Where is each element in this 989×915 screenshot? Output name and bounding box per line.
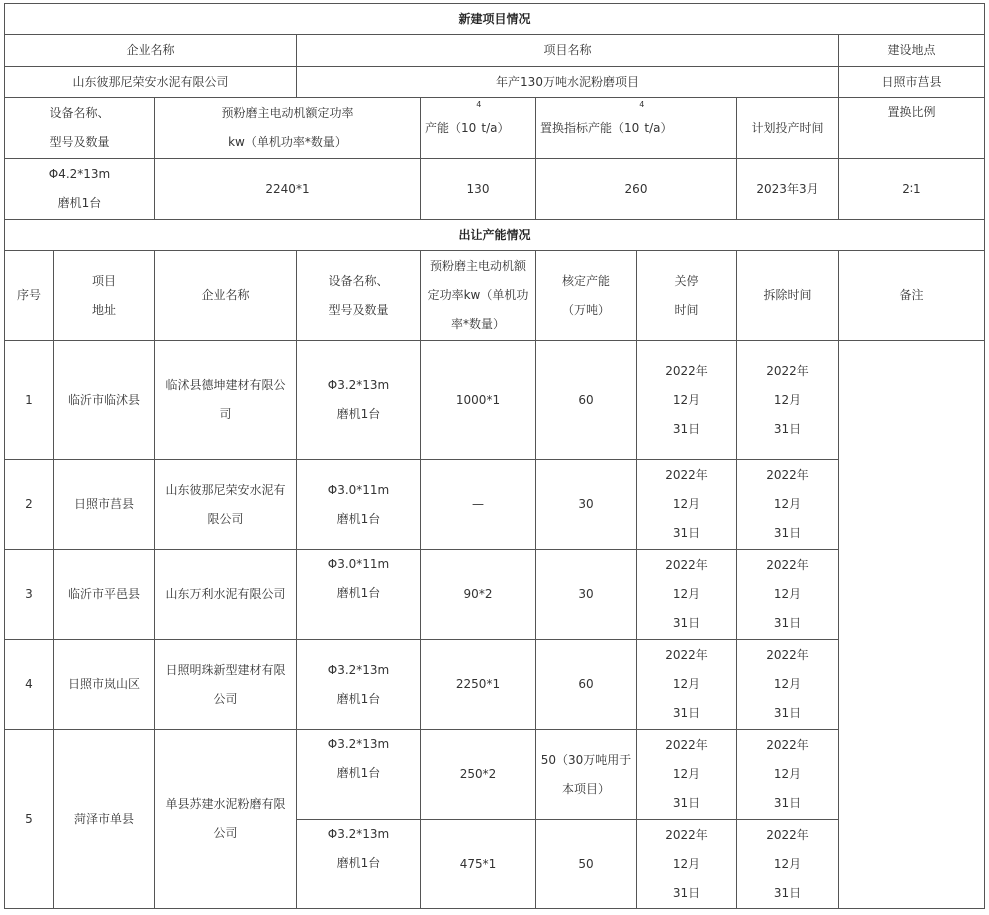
header-power: 预粉磨主电动机额定功率 kw（单机功率*数量） <box>155 98 421 159</box>
cell-power: 2250*1 <box>421 640 536 730</box>
cell-no: 5 <box>5 730 54 909</box>
cell-no: 1 <box>5 341 54 460</box>
header-location: 建设地点 <box>839 35 985 67</box>
cell-location: 日照市莒县 <box>839 67 985 98</box>
cell-address: 日照市岚山区 <box>54 640 155 730</box>
cell-demolish-time: 2022年 12月 31日 <box>737 550 839 640</box>
table-row <box>5 550 985 640</box>
table-row <box>5 460 985 550</box>
cell-power: 475*1 <box>421 820 536 909</box>
table-row <box>5 730 985 820</box>
cell-close-time: 2022年 12月 31日 <box>637 730 737 820</box>
cell-close-time: 2022年 12月 31日 <box>637 460 737 550</box>
header-remark: 备注 <box>839 251 985 341</box>
cell-capacity: 50 <box>536 820 637 909</box>
cell-power: 250*2 <box>421 730 536 820</box>
cell-close-time: 2022年 12月 31日 <box>637 341 737 460</box>
header-project: 项目名称 <box>297 35 839 67</box>
cell-company: 单县苏建水泥粉磨有限 公司 <box>155 730 297 909</box>
cell-company: 山东彼那尼荣安水泥有 限公司 <box>155 460 297 550</box>
cell-replace-capacity: 260 <box>536 159 737 220</box>
capacity-replacement-table <box>4 3 985 909</box>
cell-company: 日照明珠新型建材有限 公司 <box>155 640 297 730</box>
cell-no: 3 <box>5 550 54 640</box>
table-row <box>5 640 985 730</box>
cell-equipment: Φ3.0*11m 磨机1台 <box>297 550 421 640</box>
header-address: 项目 地址 <box>54 251 155 341</box>
cell-address: 菏泽市单县 <box>54 730 155 909</box>
cell-demolish-time: 2022年 12月 31日 <box>737 460 839 550</box>
cell-equipment: Φ3.2*13m 磨机1台 <box>297 640 421 730</box>
cell-no: 2 <box>5 460 54 550</box>
cell-demolish-time: 2022年 12月 31日 <box>737 730 839 820</box>
cell-demolish-time: 2022年 12月 31日 <box>737 341 839 460</box>
cell-close-time: 2022年 12月 31日 <box>637 640 737 730</box>
header-ratio: 置换比例 <box>839 98 985 159</box>
header-close-time: 关停 时间 <box>637 251 737 341</box>
cell-remark <box>839 341 985 909</box>
cell-power: 2240*1 <box>155 159 421 220</box>
cell-address: 临沂市临沭县 <box>54 341 155 460</box>
header-plan-time: 计划投产时间 <box>737 98 839 159</box>
header-equipment: 设备名称、 型号及数量 <box>5 98 155 159</box>
cell-project: 年产130万吨水泥粉磨项目 <box>297 67 839 98</box>
cell-power: — <box>421 460 536 550</box>
cell-power: 90*2 <box>421 550 536 640</box>
header-equipment: 设备名称、 型号及数量 <box>297 251 421 341</box>
header-capacity: 产能$(10^4t/a)$ <box>421 98 536 159</box>
header-company: 企业名称 <box>155 251 297 341</box>
table-row <box>5 341 985 460</box>
cell-capacity: 60 <box>536 640 637 730</box>
cell-equipment: Φ3.2*13m 磨机1台 <box>297 341 421 460</box>
header-power: 预粉磨主电动机额 定功率kw（单机功 率*数量） <box>421 251 536 341</box>
cell-close-time: 2022年 12月 31日 <box>637 550 737 640</box>
section-title-new-project: 新建项目情况 <box>5 4 985 35</box>
header-replace-capacity: 置换指标产能$(10^4t/a)$ <box>536 98 737 159</box>
cell-capacity: 130 <box>421 159 536 220</box>
cell-capacity: 30 <box>536 460 637 550</box>
cell-close-time: 2022年 12月 31日 <box>637 820 737 909</box>
cell-company: 临沭县德坤建材有限公 司 <box>155 341 297 460</box>
cell-address: 日照市莒县 <box>54 460 155 550</box>
cell-equipment: Φ3.0*11m 磨机1台 <box>297 460 421 550</box>
cell-no: 4 <box>5 640 54 730</box>
cell-company: 山东彼那尼荣安水泥有限公司 <box>5 67 297 98</box>
cell-ratio: 2∶1 <box>839 159 985 220</box>
cell-equipment: Φ4.2*13m 磨机1台 <box>5 159 155 220</box>
cell-equipment: Φ3.2*13m 磨机1台 <box>297 730 421 820</box>
section-title-transfer-capacity: 出让产能情况 <box>5 220 985 251</box>
header-demolish-time: 拆除时间 <box>737 251 839 341</box>
header-no: 序号 <box>5 251 54 341</box>
cell-demolish-time: 2022年 12月 31日 <box>737 820 839 909</box>
cell-capacity: 30 <box>536 550 637 640</box>
cell-demolish-time: 2022年 12月 31日 <box>737 640 839 730</box>
cell-address: 临沂市平邑县 <box>54 550 155 640</box>
header-company: 企业名称 <box>5 35 297 67</box>
cell-capacity: 60 <box>536 341 637 460</box>
cell-plan-time: 2023年3月 <box>737 159 839 220</box>
cell-capacity: 50（30万吨用于 本项目） <box>536 730 637 820</box>
cell-equipment: Φ3.2*13m 磨机1台 <box>297 820 421 909</box>
cell-company: 山东万利水泥有限公司 <box>155 550 297 640</box>
cell-power: 1000*1 <box>421 341 536 460</box>
header-capacity: 核定产能 （万吨） <box>536 251 637 341</box>
